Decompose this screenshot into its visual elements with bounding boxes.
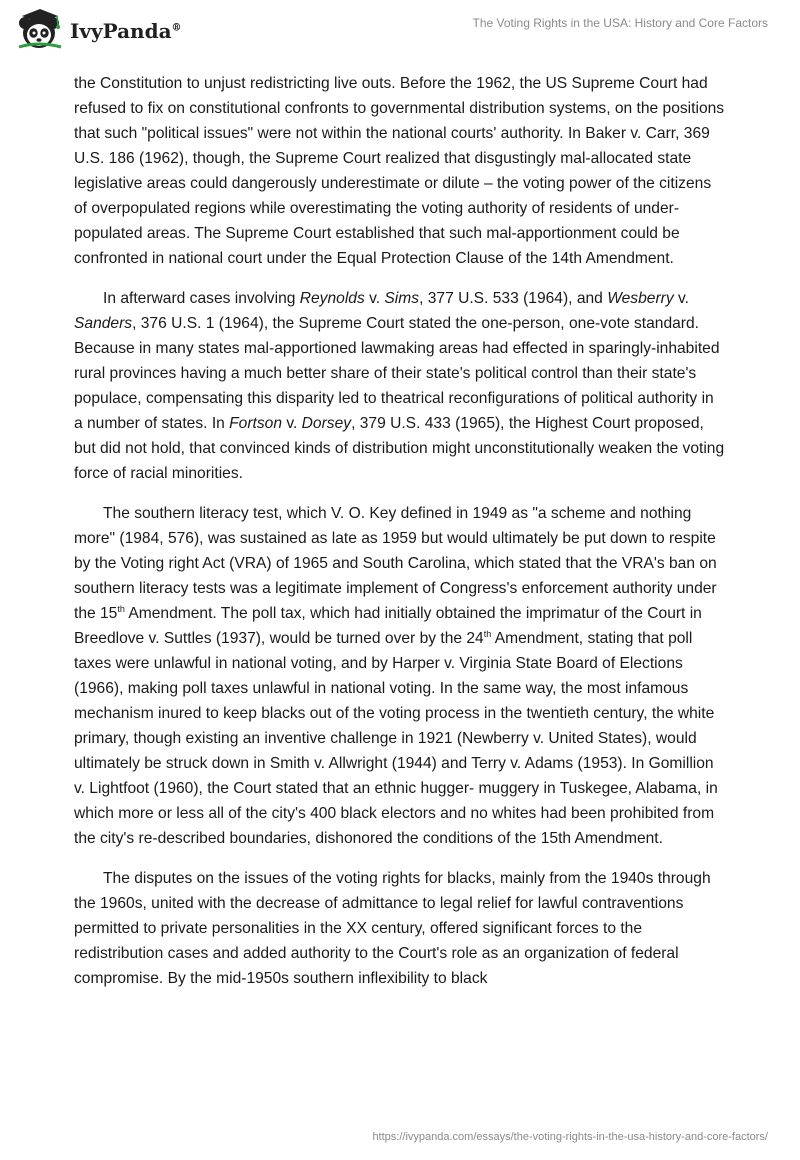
- text-run: In afterward cases involving: [103, 290, 300, 307]
- paragraph-3: [74, 501, 726, 851]
- text-run: Amendment. The poll tax, which had initially obtained the imprimatur of the Court in Breedlove v. Suttles (1937), would be turned over by the 24: [74, 605, 702, 647]
- paragraph-4: The disputes on the issues of the voting rights for blacks, mainly from the 1940s through the 1960s, united with the decrease of admittance to legal relief for lawful contraventions permitted to private personalities in the XX century, offered significant forces to the redistribution cases and added authority to the Court's role as an organization of federal compromise. By the mid-1950s southern inflexibility to black: [74, 870, 711, 987]
- case-name-italic: Sanders: [74, 315, 133, 332]
- text-run: , 377 U.S. 533 (1964), and: [419, 290, 608, 307]
- ordinal-superscript: th: [483, 628, 492, 639]
- paragraph-1: the Constitution to unjust redistricting live outs. Before the 1962, the US Supreme Court had refused to fix on constitutional confronts to governmental distribution systems, on the positions that such "political issues" were not within the national courts' authority. In Baker v. Carr, 369 U.S. 186 (1962), though, the Supreme Court realized that disgustingly mal-allocated state legislative areas could dangerously underestimate or dilute – the voting power of the citizens of overpopulated regions while overestimating the voting authority of residents of under-populated areas. The Supreme Court established that such mal-apportionment could be confronted in national court under the Equal Protection Clause of the 14th Amendment.: [74, 75, 725, 267]
- registered-mark: ®: [171, 22, 182, 34]
- case-name-italic: Wesberry: [607, 290, 674, 307]
- page-header: [0, 0, 800, 64]
- case-name-italic: Fortson: [229, 415, 283, 432]
- text-run: Amendment, stating that poll taxes were unlawful in national voting, and by Harper v. Virginia State Board of Elections (1966), making poll taxes unlawful in national voting. In the same way, the most infamous mechanism inured to keep blacks out of the voting process in the twentieth century, the white primary, though existing an inventive challenge in 1921 (Newberry v. United States), would ultimately be struck down in Smith v. Allwright (1944) and Terry v. Adams (1953). In Gomillion v. Lightfoot (1960), the Court stated that an ethnic hugger- muggery in Tuskegee, Alabama, in which more or less all of the city's 400 black electors and no whites had been prohibited from the city's re-described boundaries, dishonored the conditions of the 15th Amendment.: [74, 630, 718, 847]
- text-run: v.: [673, 290, 689, 307]
- text-run: , 376 U.S. 1 (1964), the Supreme Court stated the one-person, one-vote standard. Because in many states mal-apportioned lawmaking areas had effected in sparingly-inhabited rural provinces having a much better share of their state's political control than their state's populace, compensating this disparity led to theatrical reconfigurations of political authority in a number of states. In: [74, 315, 720, 432]
- text-run: v.: [282, 415, 302, 432]
- text-run: , 379 U.S. 433 (1965), the Highest Court proposed, but did not hold, that convinced kinds of distribution might unconstitutionally weaken the voting force of racial minorities.: [74, 415, 725, 482]
- case-name-italic: Reynolds: [299, 290, 365, 307]
- ivypanda-logo[interactable]: [16, 7, 182, 51]
- brand-name: [70, 19, 182, 43]
- text-run: The southern literacy test, which V. O. Key defined in 1949 as "a scheme and nothing more" (1984, 576), was sustained as late as 1959 but would ultimately be put down to respite by the Voting right Act (VRA) of 1965 and South Carolina, which stated that the VRA's ban on southern literacy tests was a legitimate implement of Congress's enforcement authority under the 15: [74, 505, 717, 622]
- essay-body: [74, 71, 726, 1006]
- brand-name-text: IvyPanda: [70, 19, 172, 43]
- ordinal-superscript: th: [117, 603, 125, 614]
- text-run: v.: [364, 290, 385, 307]
- source-url[interactable]: https://ivypanda.com/essays/the-voting-rights-in-the-usa-history-and-core-factors/: [372, 1131, 768, 1143]
- case-name-italic: Dorsey: [301, 415, 352, 432]
- paragraph-2: [74, 286, 726, 486]
- panda-graduate-icon: [16, 7, 64, 51]
- document-title: The Voting Rights in the USA: History and Core Factors: [472, 16, 768, 30]
- case-name-italic: Sims: [384, 290, 420, 307]
